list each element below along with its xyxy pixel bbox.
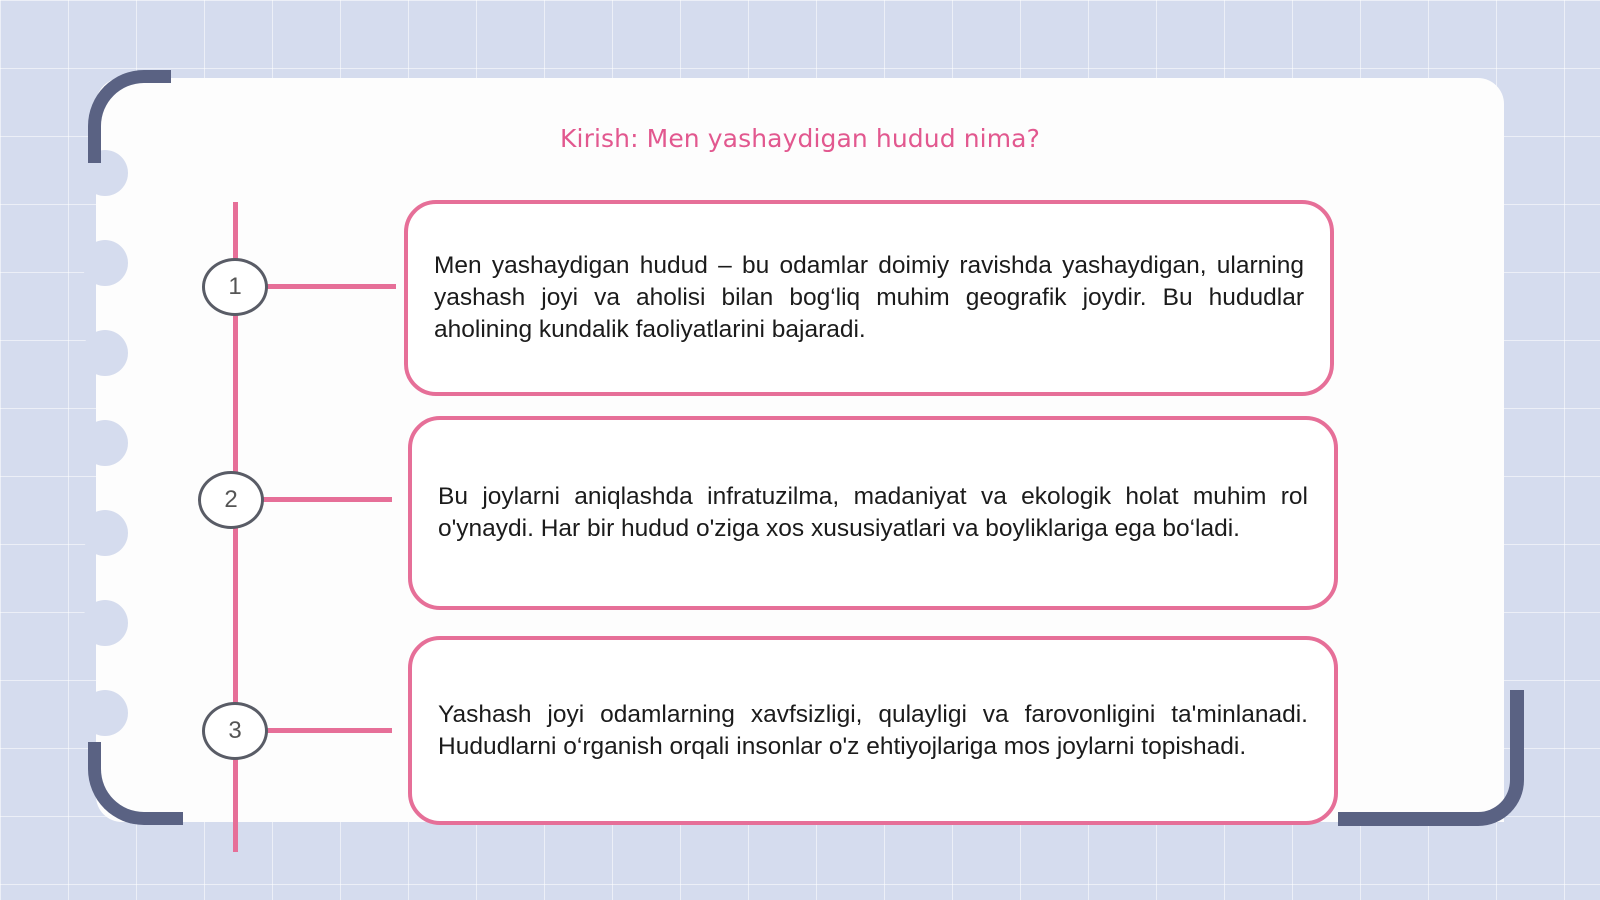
paper-scallop bbox=[82, 510, 128, 556]
paper-scallop bbox=[82, 330, 128, 376]
step-number-1: 1 bbox=[202, 258, 268, 316]
step-number-3: 3 bbox=[202, 702, 268, 760]
step-number-2: 2 bbox=[198, 471, 264, 529]
step-card-1 bbox=[404, 200, 1334, 396]
timeline-connector-1 bbox=[262, 284, 396, 289]
timeline-connector-3 bbox=[262, 728, 392, 733]
slide-title: Kirish: Men yashaydigan hudud nima? bbox=[560, 124, 1040, 153]
paper-scallop bbox=[82, 240, 128, 286]
paper-scallop bbox=[82, 690, 128, 736]
timeline-connector-2 bbox=[258, 497, 392, 502]
corner-bracket-bottom-right bbox=[1338, 690, 1524, 826]
paper-scallop bbox=[82, 420, 128, 466]
step-card-text: Bu joylarni aniqlashda infratuzilma, madaniyat va ekologik holat muhim rol o'ynaydi. Har bir hudud o'ziga xos xususiyatlari va boyliklariga ega bo‘ladi. bbox=[438, 483, 1308, 542]
step-card-3 bbox=[408, 636, 1338, 825]
step-card-2 bbox=[408, 416, 1338, 610]
paper-scallop bbox=[82, 600, 128, 646]
step-card-text: Men yashaydigan hudud – bu odamlar doimiy ravishda yashaydigan, ularning yashash joyi va aholisi bilan bog‘liq muhim geografik joydir. Bu hududlar aholining kundalik faoliyatlarini bajaradi. bbox=[434, 252, 1304, 343]
step-card-text: Yashash joyi odamlarning xavfsizligi, qulayligi va farovonligini ta'minlanadi. Hududlarni o‘rganish orqali insonlar o'z ehtiyojlariga mos joylarni topishadi. bbox=[438, 700, 1308, 760]
